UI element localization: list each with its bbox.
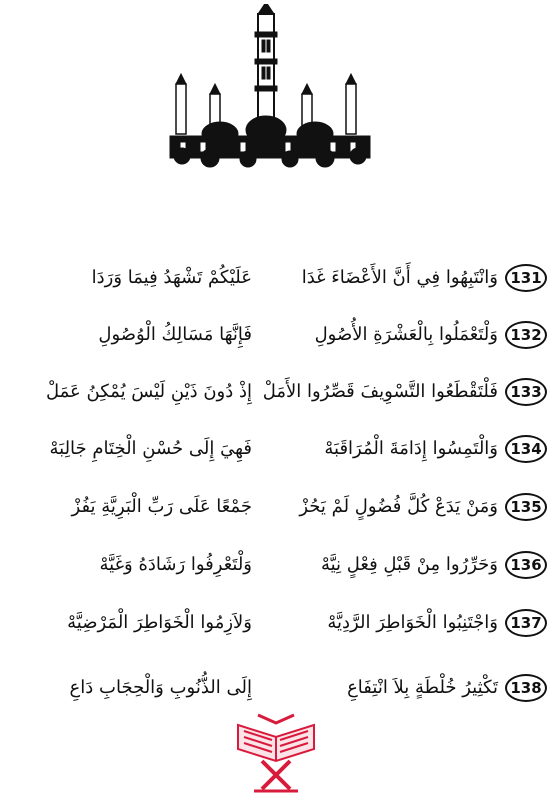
verse-row <box>0 372 555 412</box>
verse-first-hemistich: وَالْتَمِسُوا إِدَامَةَ الْمُرَاقَبَهْ <box>324 438 498 459</box>
verse-row <box>0 487 555 527</box>
verse-row <box>0 258 555 298</box>
verse-number: 135 <box>505 493 547 521</box>
verse-number: 133 <box>505 378 547 406</box>
verse-first-hemistich: وَمَنْ يَدَعْ كُلَّ فُضُولٍ لَمْ يَحُزْ <box>299 496 498 517</box>
verse-second-hemistich: إِلَى الذُّنُوبِ وَالْحِجَابِ دَاعِ <box>69 677 252 698</box>
verse-row <box>0 545 555 585</box>
verse-row <box>0 603 555 643</box>
verse-row <box>0 429 555 469</box>
verse-second-hemistich: عَلَيْكُمْ تَشْهَدُ فِيمَا وَرَدَا <box>91 267 252 288</box>
verse-row <box>0 668 555 708</box>
verse-second-hemistich: إِذْ دُونَ ذَيْنِ لَيْسَ يُمْكِنُ عَمَلْ <box>46 381 252 402</box>
verse-second-hemistich: وَلاَزِمُوا الْخَوَاطِرَ الْمَرْضِيَّهْ <box>67 612 252 633</box>
verse-second-hemistich: فَإِنَّهَا مَسَالِكُ الْوُصُولِ <box>98 324 252 345</box>
verse-number: 132 <box>505 321 547 349</box>
verse-first-hemistich: فَلْتَقْطَعُوا التَّسْوِيفَ قَصِّرُوا الأَمَلْ <box>262 381 498 402</box>
verse-row <box>0 315 555 355</box>
quran-stand-icon <box>232 705 320 795</box>
verse-number: 137 <box>505 609 547 637</box>
verse-first-hemistich: وَحَرِّرُوا مِنْ قَبْلِ فِعْلٍ نِيَّهْ <box>320 554 498 575</box>
mosque-icon <box>160 4 380 174</box>
verse-second-hemistich: جَمْعًا عَلَى رَبِّ الْبَرِيَّةِ يَفُزْ <box>71 496 252 517</box>
verse-number: 136 <box>505 551 547 579</box>
verse-number: 131 <box>505 264 547 292</box>
verse-first-hemistich: وَلْتَعْمَلُوا بِالْعَشْرَةِ الأُصُولِ <box>314 324 498 345</box>
verse-first-hemistich: تَكْثِيرُ خُلْطَةٍ بِلاَ انْتِفَاعِ <box>347 677 498 698</box>
verse-second-hemistich: فَهِيَ إِلَى حُسْنِ الْخِتَامِ جَالِبَهْ <box>49 438 252 459</box>
verse-first-hemistich: وَانْتَبِهُوا فِي أَنَّ الأَعْضَاءَ غَدَا <box>301 267 498 288</box>
verse-number: 134 <box>505 435 547 463</box>
verse-number: 138 <box>505 674 547 702</box>
verse-second-hemistich: وَلْتَعْرِفُوا رَشَادَهُ وَغَيَّهْ <box>99 554 252 575</box>
verse-first-hemistich: وَاجْتَنِبُوا الْخَوَاطِرَ الرَّدِيَّهْ <box>327 612 498 633</box>
